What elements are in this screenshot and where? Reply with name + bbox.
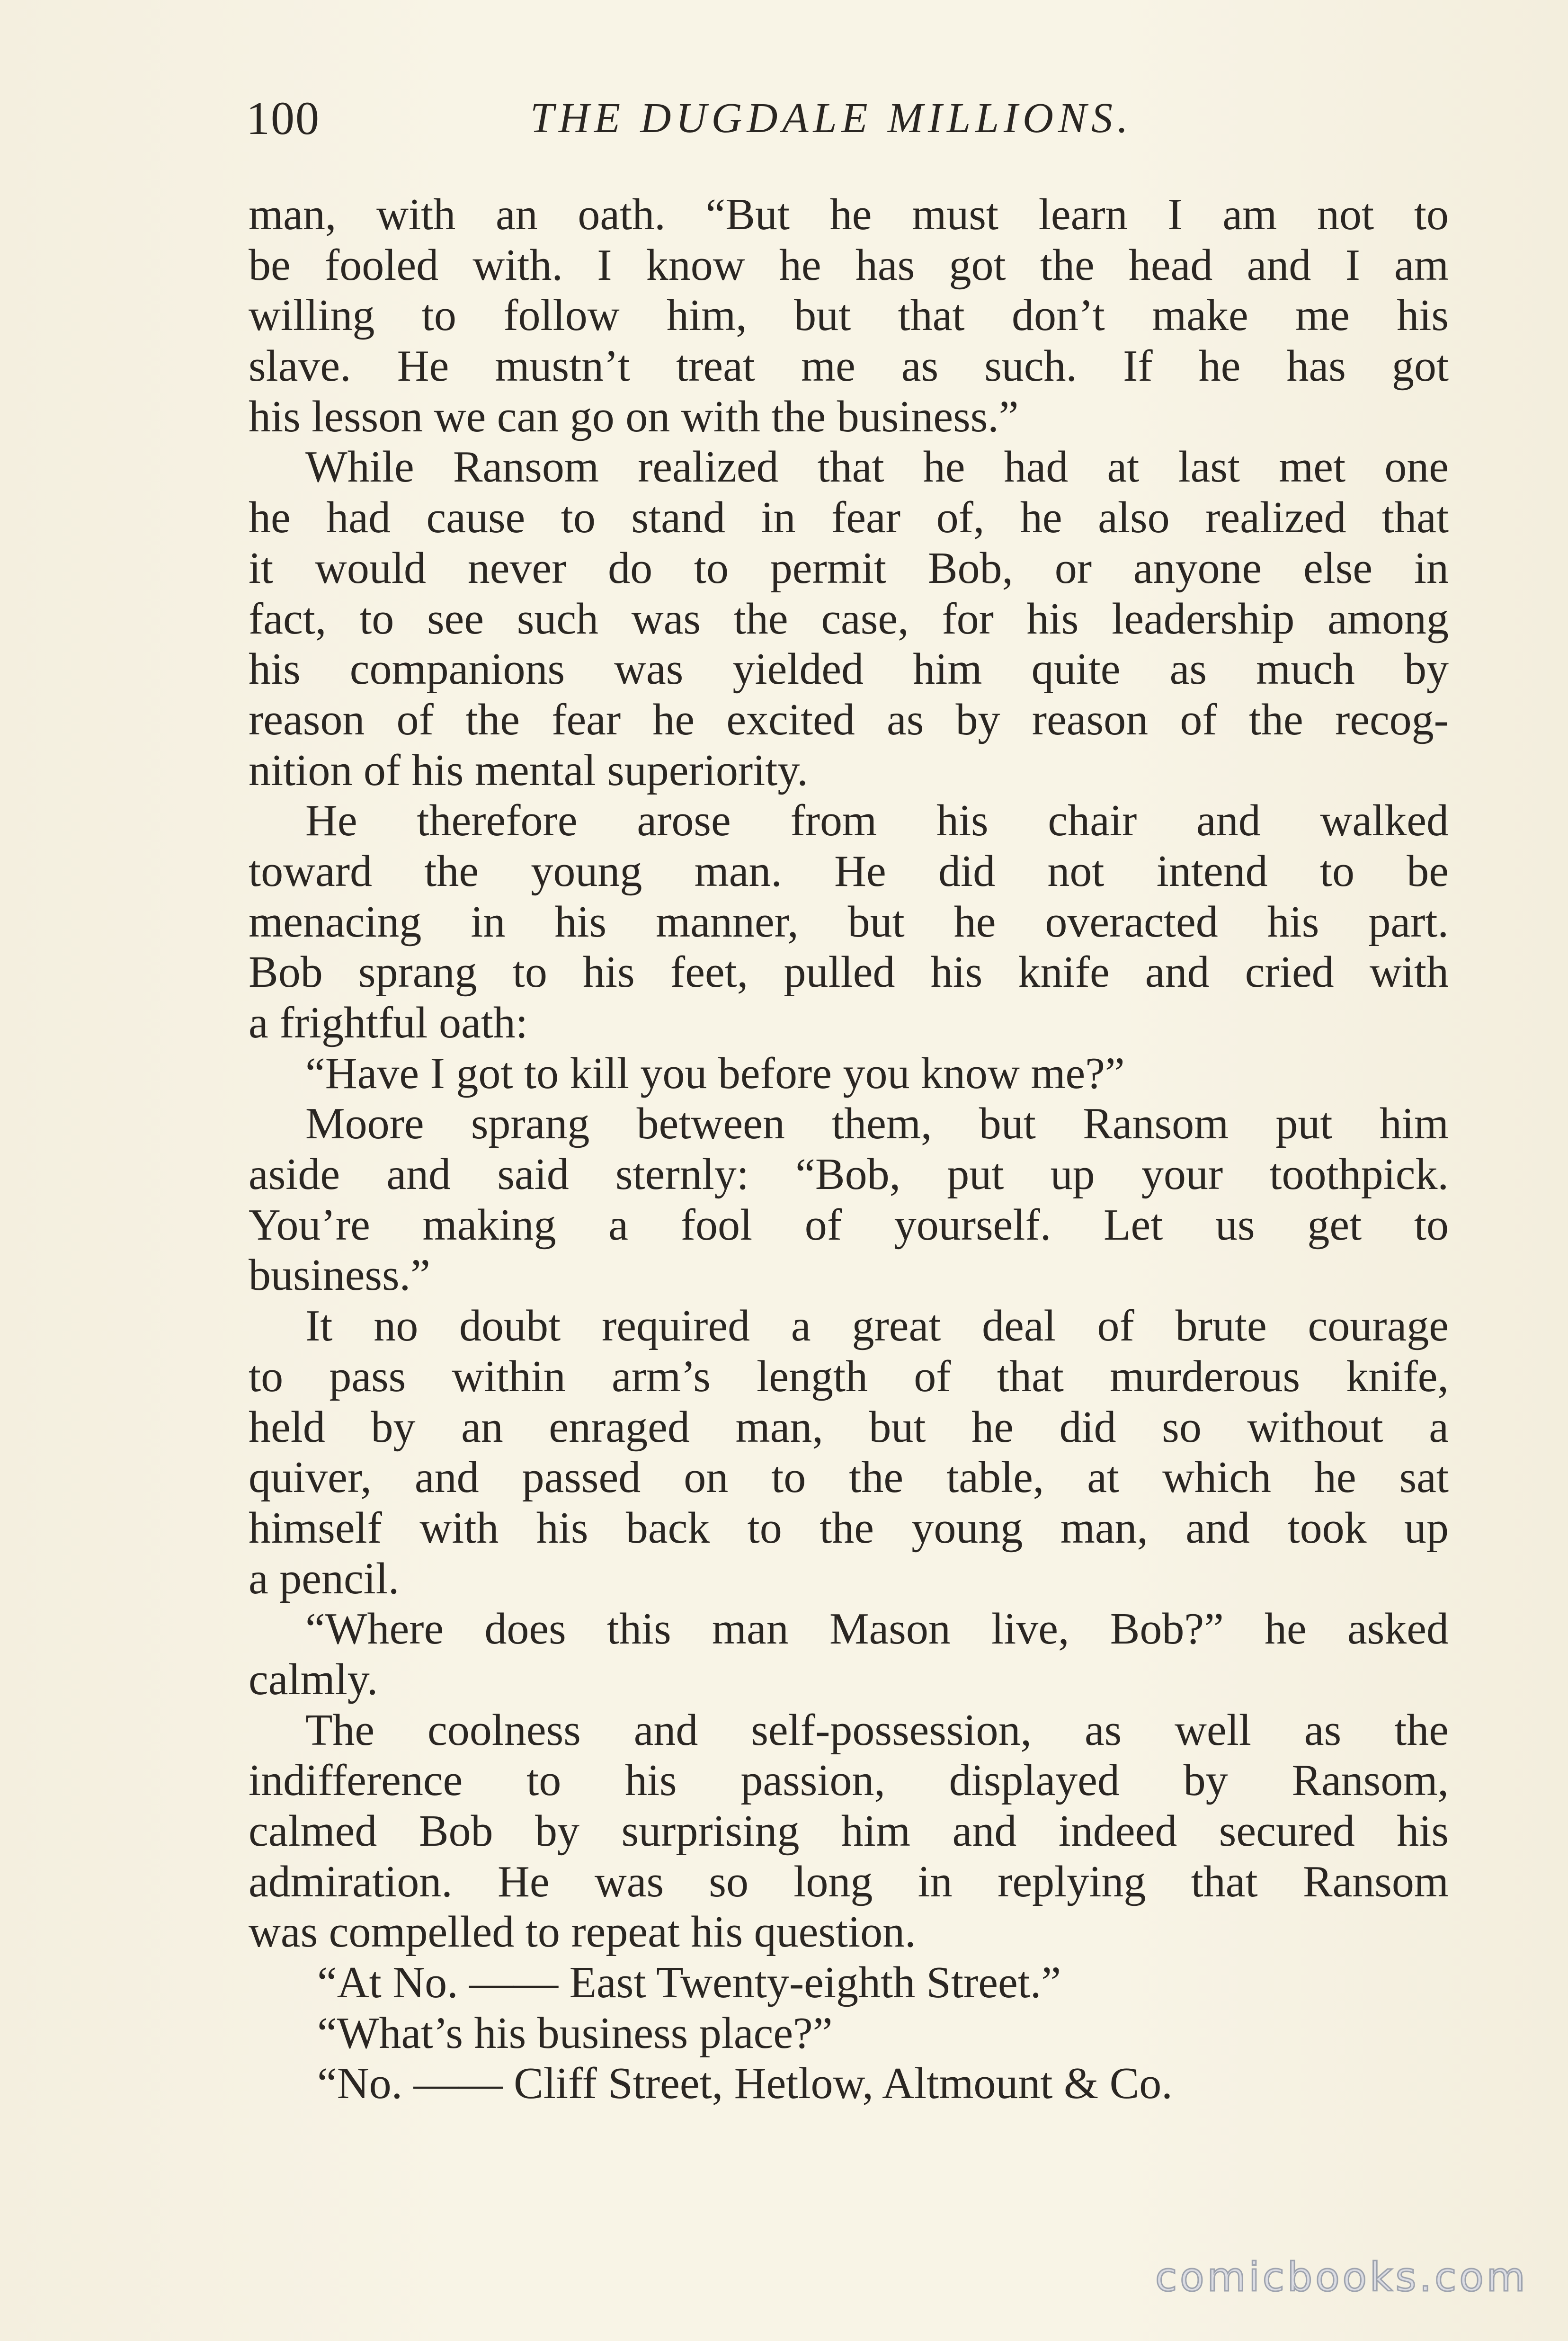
text-line: “At No. —— East Twenty-eighth Street.”	[317, 1958, 1061, 2008]
text-line: indifference to his passion, displayed by Ransom,	[249, 1756, 1449, 1805]
text-line: reason of the fear he excited as by reason of the recog-	[249, 695, 1449, 744]
text-line: Moore sprang between them, but Ransom put him	[305, 1099, 1449, 1149]
text-line: business.”	[249, 1251, 430, 1300]
text-line: his lesson we can go on with the business.”	[249, 392, 1019, 441]
text-line: nition of his mental superiority.	[249, 745, 808, 795]
text-line: was compelled to repeat his question.	[249, 1907, 916, 1957]
text-line: fact, to see such was the case, for his leadership among	[249, 594, 1449, 643]
text-line: calmly.	[249, 1654, 378, 1704]
text-line: to pass within arm’s length of that murderous knife,	[249, 1351, 1449, 1401]
text-line: Bob sprang to his feet, pulled his knife and cried with	[249, 947, 1449, 997]
text-line: slave. He mustn’t treat me as such. If he has got	[249, 341, 1449, 391]
text-line: his companions was yielded him quite as much by	[249, 644, 1449, 694]
text-line: You’re making a fool of yourself. Let us get to	[249, 1200, 1449, 1250]
text-line: toward the young man. He did not intend to be	[249, 846, 1449, 896]
text-line: quiver, and passed on to the table, at which he sat	[249, 1453, 1449, 1502]
text-line: be fooled with. I know he has got the head and I am	[249, 240, 1449, 290]
text-line: he had cause to stand in fear of, he also realized that	[249, 493, 1449, 543]
text-line: He therefore arose from his chair and walked	[305, 796, 1449, 846]
text-line: aside and said sternly: “Bob, put up your toothpick.	[249, 1150, 1449, 1199]
text-line: While Ransom realized that he had at last met one	[305, 442, 1449, 492]
text-line: held by an enraged man, but he did so without a	[249, 1402, 1449, 1452]
text-line: a frightful oath:	[249, 998, 528, 1047]
text-line: “Where does this man Mason live, Bob?” he asked	[305, 1604, 1449, 1654]
text-line: “Have I got to kill you before you know me?”	[305, 1048, 1125, 1098]
text-line: admiration. He was so long in replying that Ransom	[249, 1857, 1449, 1906]
text-line: himself with his back to the young man, and took up	[249, 1503, 1449, 1553]
text-line: calmed Bob by surprising him and indeed secured his	[249, 1806, 1449, 1856]
text-line: “No. —— Cliff Street, Hetlow, Altmount & Co.	[317, 2059, 1173, 2109]
text-line: willing to follow him, but that don’t make me his	[249, 291, 1449, 340]
text-line: It no doubt required a great deal of brute courage	[305, 1301, 1449, 1351]
text-line: The coolness and self-possession, as well as the	[305, 1705, 1449, 1755]
text-line: a pencil.	[249, 1554, 400, 1603]
text-line: menacing in his manner, but he overacted his part.	[249, 897, 1449, 947]
text-line: it would never do to permit Bob, or anyone else in	[249, 543, 1449, 593]
text-line: man, with an oath. “But he must learn I am not to	[249, 190, 1449, 239]
watermark: comicbooks.com	[1155, 2254, 1528, 2300]
page-header	[246, 90, 1458, 147]
running-title: THE DUGDALE MILLIONS.	[530, 95, 1133, 142]
body-text	[249, 189, 1449, 2109]
text-line: “What’s his business place?”	[317, 2008, 833, 2058]
page-number: 100	[246, 92, 320, 144]
